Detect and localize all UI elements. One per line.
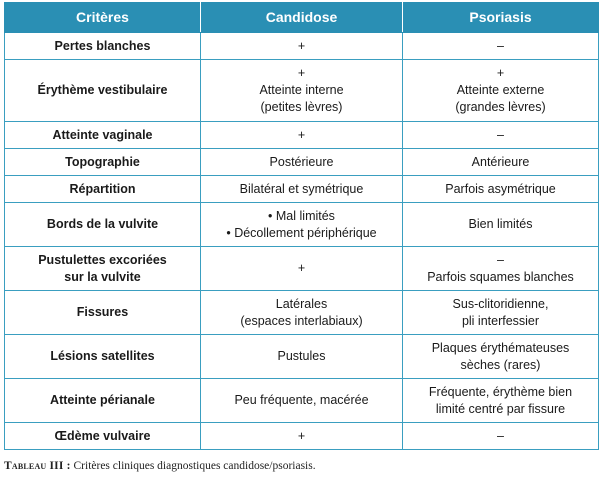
cell-line: Érythème vestibulaire <box>37 83 168 97</box>
cell-line: limité centré par fissure <box>435 401 566 416</box>
cell-line: pli interfessier <box>461 313 540 328</box>
header-psoriasis: Psoriasis <box>403 2 599 33</box>
table-row <box>5 203 599 247</box>
cell-line: Sus-clitoridienne, <box>452 296 549 311</box>
cell-candidose <box>201 33 403 60</box>
cell-line: Topographie <box>65 154 140 169</box>
table-row <box>5 122 599 149</box>
cell-psoriasis <box>403 122 599 149</box>
cell-psoriasis <box>403 60 599 122</box>
cell-critere <box>5 291 201 335</box>
cell-line: Pustules <box>277 349 326 363</box>
cell-candidose <box>201 423 403 450</box>
cell-line: Pustulettes excoriées <box>38 252 167 267</box>
cell-line: – <box>497 252 504 267</box>
cell-psoriasis <box>403 379 599 423</box>
cell-line: Atteinte interne <box>259 83 344 97</box>
cell-line: • Décollement périphérique <box>226 225 377 240</box>
cell-candidose <box>201 122 403 149</box>
cell-line: + <box>297 38 306 53</box>
cell-line: Répartition <box>69 181 136 196</box>
cell-psoriasis <box>403 176 599 203</box>
cell-line: Latérales <box>275 296 328 311</box>
cell-candidose <box>201 335 403 379</box>
cell-line: + <box>297 261 306 275</box>
cell-line: Atteinte périanale <box>50 393 155 407</box>
cell-line: Pertes blanches <box>54 38 151 53</box>
cell-line: Bilatéral et symétrique <box>239 181 364 196</box>
cell-critere <box>5 247 201 291</box>
cell-critere <box>5 122 201 149</box>
cell-psoriasis <box>403 203 599 247</box>
cell-critere <box>5 176 201 203</box>
cell-critere <box>5 60 201 122</box>
cell-line: (grandes lèvres) <box>455 100 546 114</box>
cell-line: Plaques érythémateuses <box>431 340 570 355</box>
cell-line: + <box>297 127 306 142</box>
cell-line: Antérieure <box>471 154 530 169</box>
table-caption <box>4 460 316 472</box>
cell-candidose <box>201 291 403 335</box>
table-row <box>5 149 599 176</box>
cell-line: Parfois asymétrique <box>445 181 556 196</box>
table-row <box>5 33 599 60</box>
cell-line: Postérieure <box>269 154 334 169</box>
cell-line: (petites lèvres) <box>260 100 343 114</box>
criteria-table-container <box>4 2 598 450</box>
table-row <box>5 423 599 450</box>
cell-line: + <box>297 428 306 443</box>
cell-line: Lésions satellites <box>50 349 155 363</box>
cell-line: Bords de la vulvite <box>46 217 159 231</box>
cell-line: Atteinte vaginale <box>52 127 153 142</box>
table-row <box>5 176 599 203</box>
cell-candidose <box>201 149 403 176</box>
cell-line: Fissures <box>76 305 129 319</box>
table-body <box>5 33 599 450</box>
caption-label: Tableau III : <box>4 460 71 472</box>
cell-psoriasis <box>403 149 599 176</box>
cell-line: – <box>497 127 504 142</box>
cell-psoriasis <box>403 33 599 60</box>
cell-psoriasis <box>403 335 599 379</box>
table-row <box>5 335 599 379</box>
cell-line: (espaces interlabiaux) <box>240 313 363 328</box>
table-header-row <box>5 2 599 33</box>
cell-candidose <box>201 379 403 423</box>
cell-line: Œdème vulvaire <box>54 428 151 443</box>
criteria-table <box>4 2 599 450</box>
table-row <box>5 379 599 423</box>
cell-line: • Mal limités <box>268 208 335 223</box>
cell-line: Atteinte externe <box>456 83 545 97</box>
cell-line: + <box>297 66 306 80</box>
cell-line: sèches (rares) <box>460 357 541 372</box>
table-row <box>5 247 599 291</box>
cell-psoriasis <box>403 247 599 291</box>
cell-critere <box>5 149 201 176</box>
cell-line: – <box>497 428 504 443</box>
cell-line: Fréquente, érythème bien <box>428 384 573 399</box>
cell-candidose <box>201 203 403 247</box>
cell-critere <box>5 423 201 450</box>
cell-critere <box>5 203 201 247</box>
cell-candidose <box>201 247 403 291</box>
header-criteres: Critères <box>5 2 201 33</box>
header-candidose: Candidose <box>201 2 403 33</box>
table-row <box>5 60 599 122</box>
cell-critere <box>5 33 201 60</box>
cell-critere <box>5 335 201 379</box>
cell-line: Peu fréquente, macérée <box>234 393 369 407</box>
cell-line: sur la vulvite <box>64 269 141 284</box>
cell-line: Bien limités <box>468 217 533 231</box>
cell-line: – <box>497 38 504 53</box>
cell-psoriasis <box>403 423 599 450</box>
cell-line: + <box>496 66 505 80</box>
cell-line: Parfois squames blanches <box>427 269 574 284</box>
cell-candidose <box>201 60 403 122</box>
cell-critere <box>5 379 201 423</box>
caption-text: Critères cliniques diagnostiques candidose/psoriasis. <box>70 460 316 472</box>
table-row <box>5 291 599 335</box>
cell-candidose <box>201 176 403 203</box>
cell-psoriasis <box>403 291 599 335</box>
